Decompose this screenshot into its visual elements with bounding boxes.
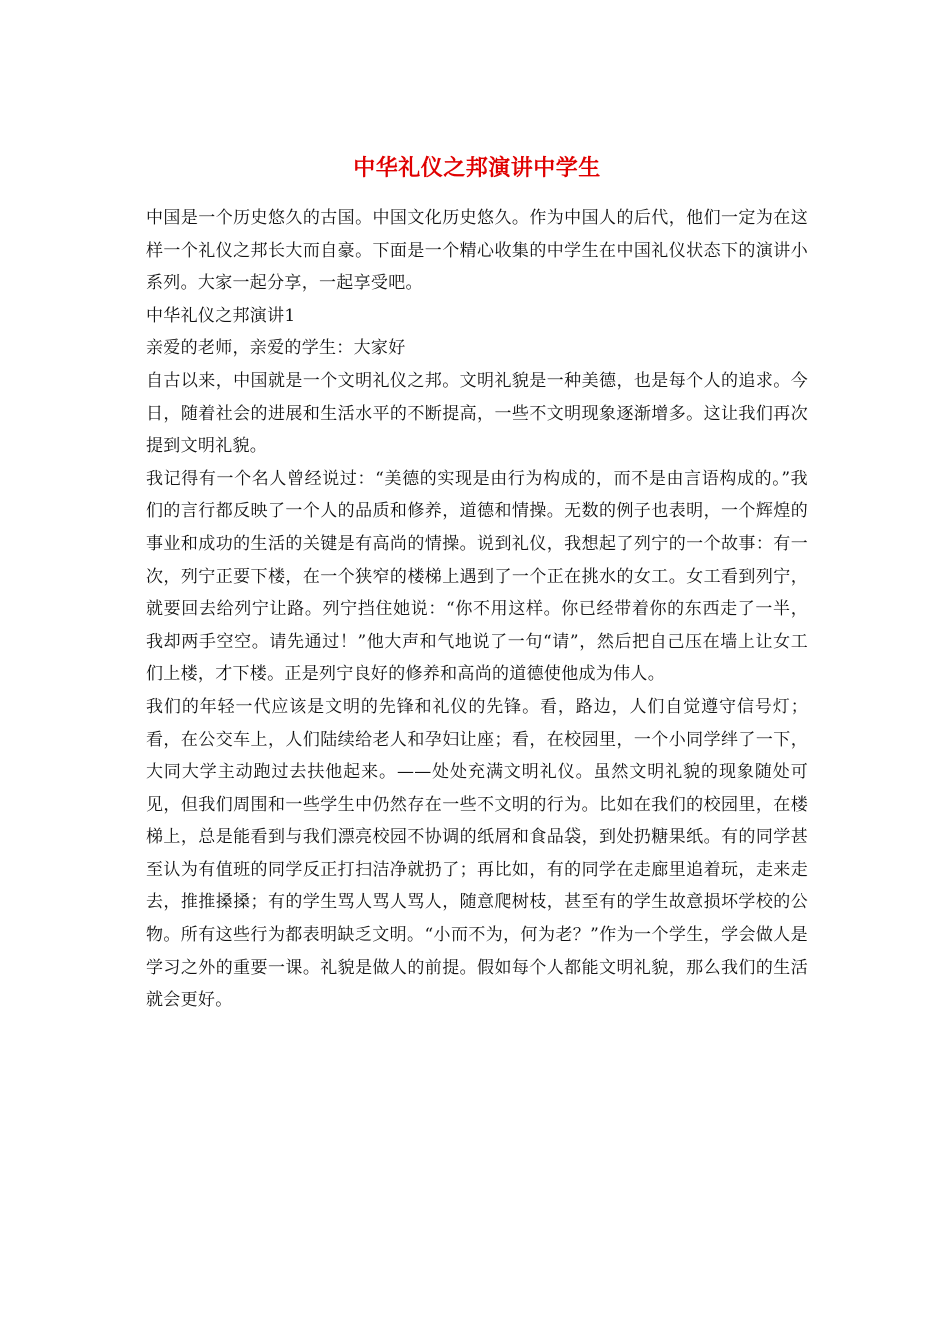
document-title: 中华礼仪之邦演讲中学生	[353, 155, 601, 181]
body-paragraph: 自古以来，中国就是一个文明礼仪之邦。文明礼貌是一种美德，也是每个人的追求。今日，随着社会的进展和生活水平的不断提高，一些不文明现象逐渐增多。这让我们再次提到文明礼貌。	[146, 370, 808, 457]
document-body	[146, 148, 808, 1017]
greeting-paragraph: 亲爱的老师，亲爱的学生：大家好	[146, 338, 406, 359]
body-paragraph: 我记得有一个名人曾经说过：“美德的实现是由行为构成的，而不是由言语构成的。”我们的言行都反映了一个人的品质和修养，道德和情操。无数的例子也表明，一个辉煌的事业和成功的生活的关键是有高尚的情操。说到礼仪，我想起了列宁的一个故事：有一次，列宁正要下楼，在一个狭窄的楼梯上遇到了一个正在挑水的女工。女工看到列宁，就要回去给列宁让路。列宁挡住她说：“你不用这样。你已经带着你的东西走了一半，我却两手空空。请先通过！”他大声和气地说了一句“请”，然后把自己压在墙上让女工们上楼，才下楼。正是列宁良好的修养和高尚的道德使他成为伟人。	[146, 468, 808, 685]
speech-heading: 中华礼仪之邦演讲1	[146, 305, 296, 326]
intro-paragraph: 中国是一个历史悠久的古国。中国文化历史悠久。作为中国人的后代，他们一定为在这样一个礼仪之邦长大而自豪。下面是一个精心收集的中学生在中国礼仪状态下的演讲小系列。大家一起分享，一起享受吧。	[146, 208, 808, 294]
body-paragraph: 我们的年轻一代应该是文明的先锋和礼仪的先锋。看，路边，人们自觉遵守信号灯；看，在公交车上，人们陆续给老人和孕妇让座；看，在校园里，一个小同学绊了一下，大同大学主动跑过去扶他起来。——处处充满文明礼仪。虽然文明礼貌的现象随处可见，但我们周围和一些学生中仍然存在一些不文明的行为。比如在我们的校园里，在楼梯上，总是能看到与我们漂亮校园不协调的纸屑和食品袋，到处扔糖果纸。有的同学甚至认为有值班的同学反正打扫洁净就扔了；再比如，有的同学在走廊里追着玩，走来走去，推推搡搡；有的学生骂人骂人骂人，随意爬树枝，甚至有的学生故意损坏学校的公物。所有这些行为都表明缺乏文明。“小而不为，何为老？”作为一个学生，学会做人是学习之外的重要一课。礼貌是做人的前提。假如每个人都能文明礼貌，那么我们的生活就会更好。	[146, 696, 808, 1011]
